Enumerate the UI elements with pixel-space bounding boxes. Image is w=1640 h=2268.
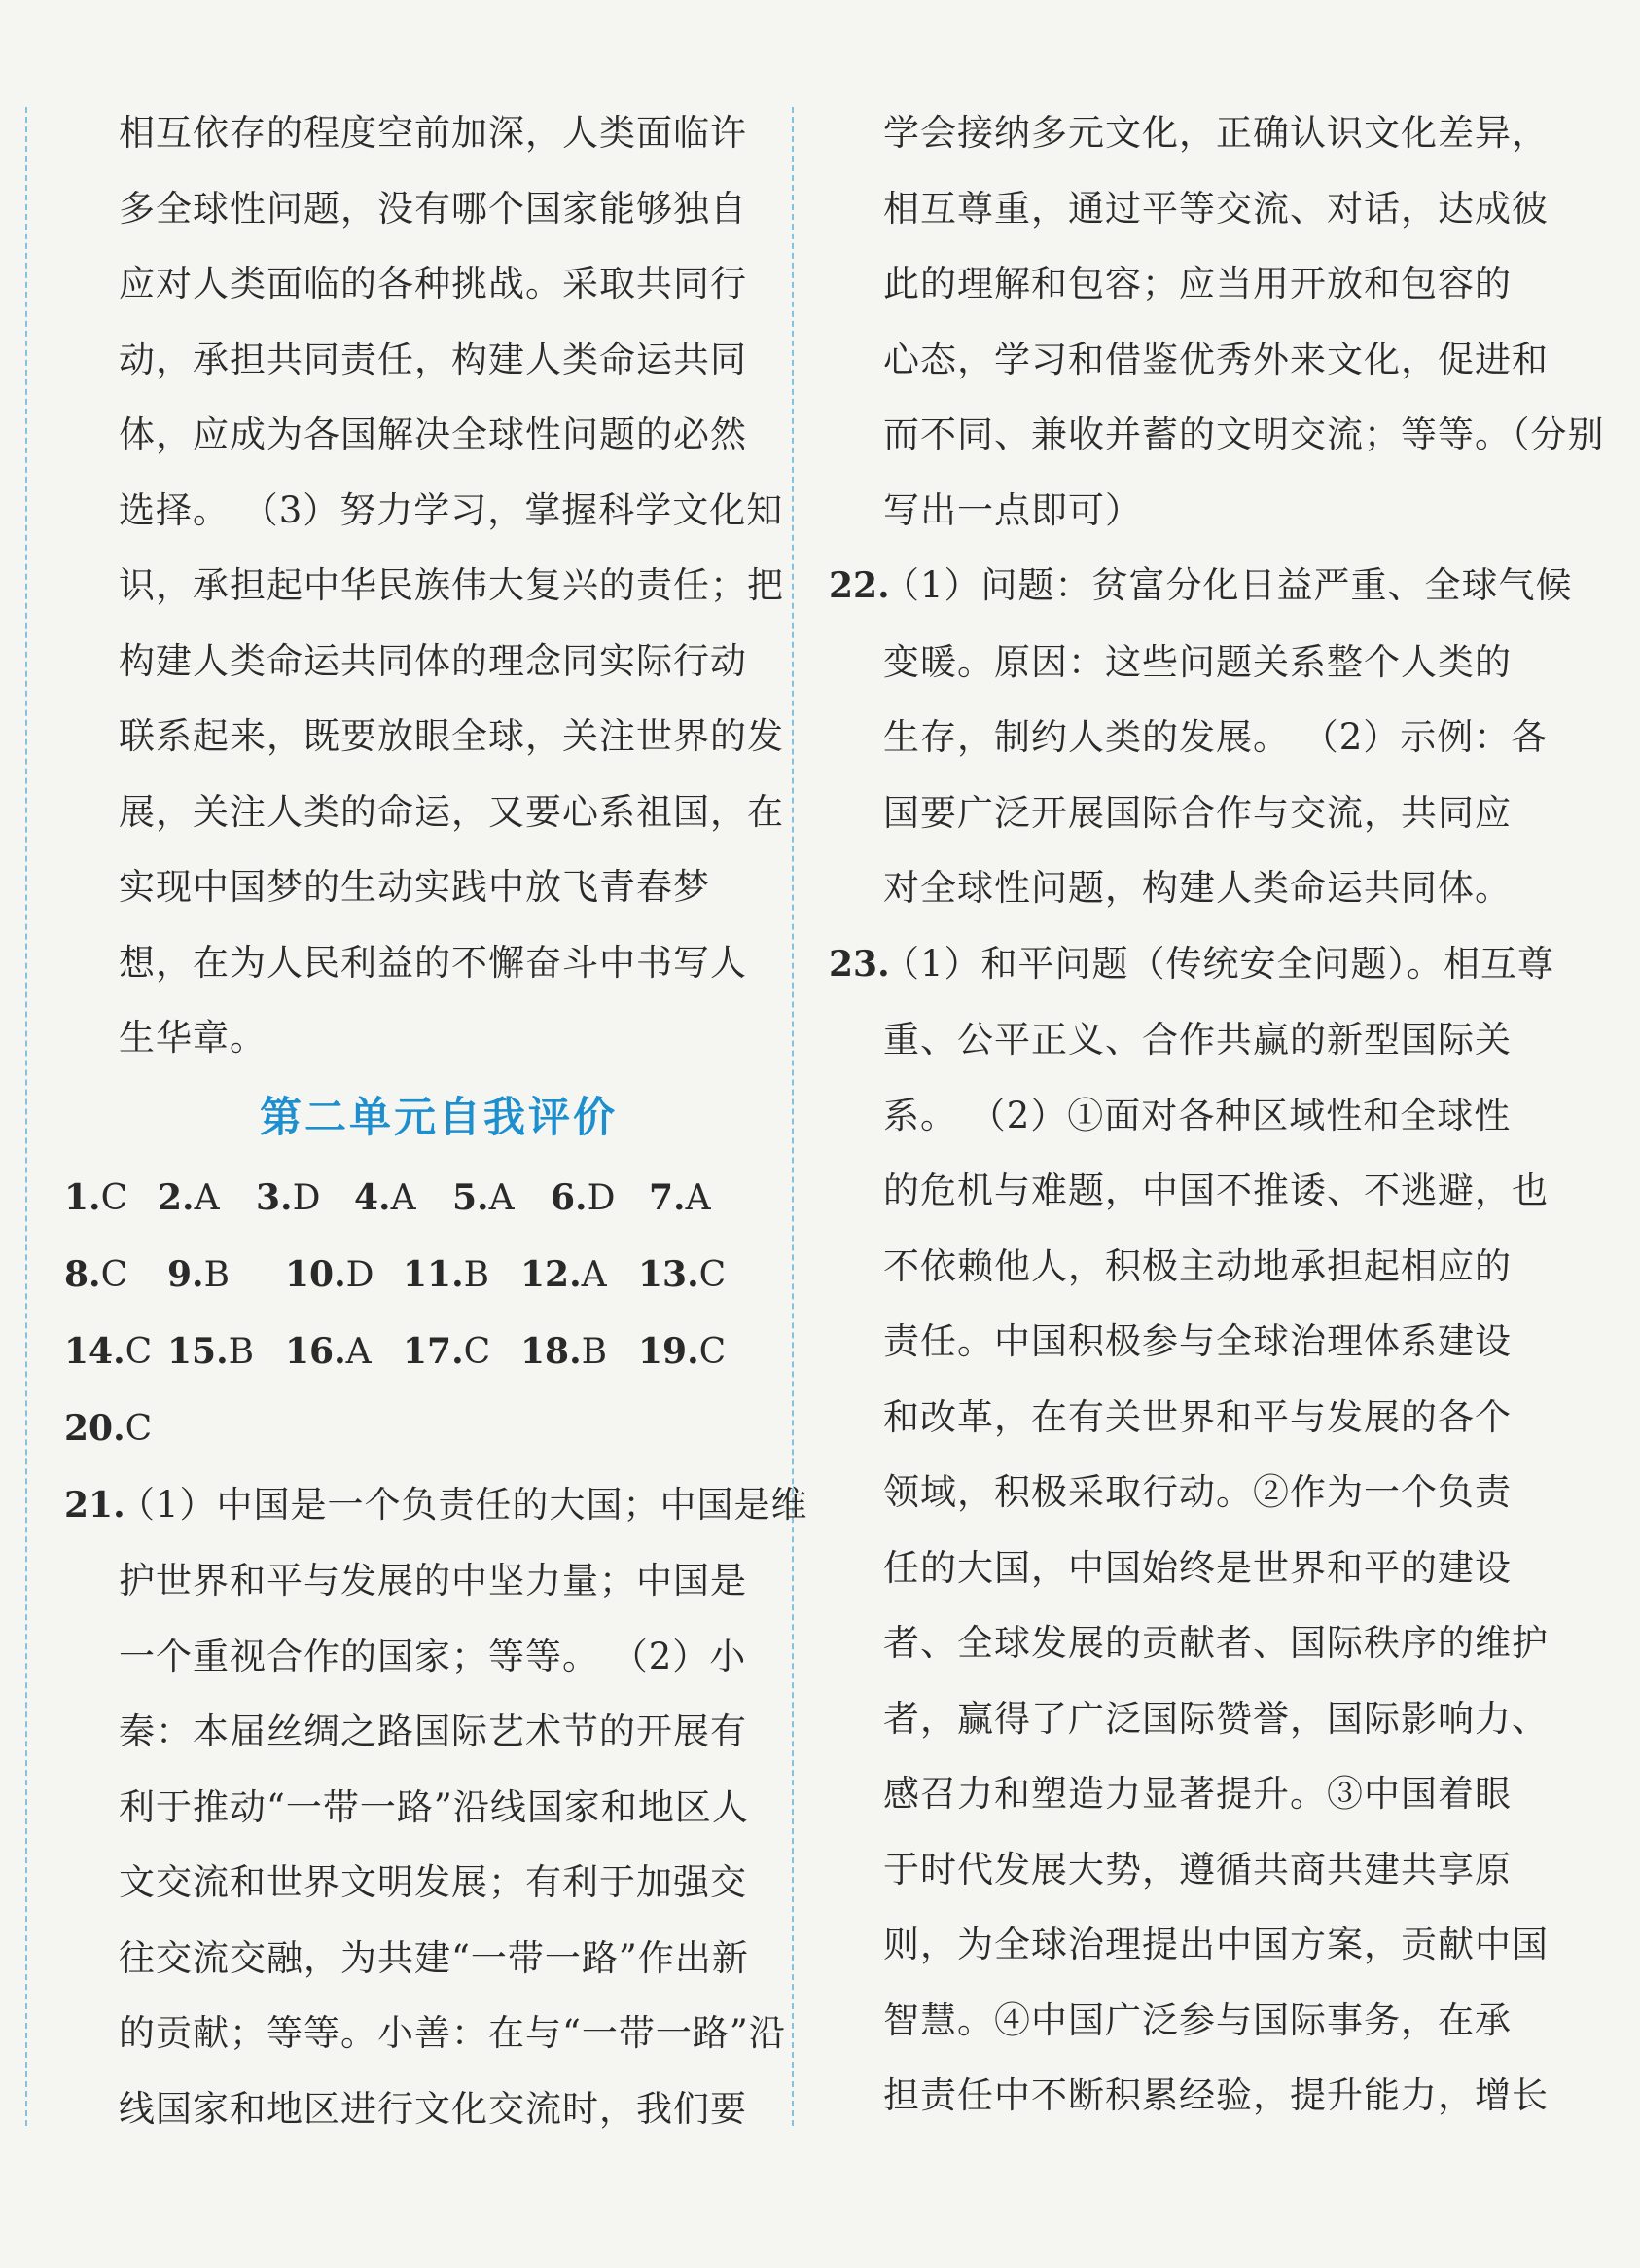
answer-letter: D [345,1254,374,1295]
answer-line: 往交流交融，为共建“一带一路”作出新 [119,1936,749,1979]
choice-answer [649,1160,747,1237]
answer-line: 构建人类命运共同体的理念同实际行动 [119,639,747,682]
answer-line: 一个重视合作的国家；等等。 （2）小 [119,1635,747,1677]
question-number: 21. [64,1484,125,1526]
answer-line: 联系起来，既要放眼全球，关注世界的发 [119,715,784,757]
choice-answer [551,1160,649,1237]
section-title: 第二单元自我评价 [260,1093,618,1142]
question-number: 13. [638,1253,699,1295]
question-number: 19. [638,1330,699,1372]
answer-line: 感召力和塑造力显著提升。③中国着眼 [883,1773,1512,1815]
choice-answer [64,1160,158,1237]
answer-line: 相互依存的程度空前加深，人类面临许 [119,112,747,154]
answer-line: 应对人类面临的各种挑战。采取共同行 [119,263,747,305]
answer-line: 想，在为人民利益的不懈奋斗中书写人 [119,941,747,984]
answer-line: 生存，制约人类的发展。 （2）示例：各 [883,716,1549,758]
choice-answer [158,1160,256,1237]
answer-line: 责任。中国积极参与全球治理体系建设 [883,1320,1512,1362]
answer-letter: B [203,1254,231,1295]
question-number: 17. [403,1330,464,1372]
answer-row [64,1237,774,1314]
answer-line: 识，承担起中华民族伟大复兴的责任；把 [119,564,784,606]
continued-answer [829,95,1605,548]
answer-line: 写出一点即可） [883,488,1142,531]
answer-letter: A [488,1177,515,1218]
answer-line: 领域，积极采取行动。②作为一个负责 [883,1471,1512,1513]
answer-line: 相互尊重，通过平等交流、对话，达成彼 [883,187,1549,230]
answer-letter: B [463,1254,490,1295]
choice-answer [256,1160,354,1237]
question-number: 20. [64,1407,125,1449]
answer-line: 生华章。 [119,1017,267,1059]
answer-line: 护世界和平与发展的中坚力量；中国是 [119,1560,747,1602]
choice-answer [403,1237,520,1314]
answer-line: （1）中国是一个负责任的大国；中国是维 [119,1483,808,1526]
answer-letter: C [125,1408,153,1449]
answer-line: 秦：本届丝绸之路国际艺术节的开展有 [119,1710,747,1752]
answer-line: 体，应成为各国解决全球性问题的必然 [119,414,747,455]
choice-answer [64,1390,152,1467]
left-margin-rule [25,107,27,2126]
question-22-answer [829,548,1573,926]
question-number: 14. [64,1330,125,1372]
answer-letter: C [463,1331,491,1372]
answer-letter: A [194,1177,220,1218]
question-number: 15. [167,1330,229,1372]
question-number: 12. [520,1253,582,1295]
answer-letter: D [292,1177,321,1218]
answer-letter: C [698,1331,727,1372]
answer-line: 对全球性问题，构建人类命运共同体。 [883,867,1512,909]
choice-answer [520,1314,638,1390]
answer-line: 国要广泛开展国际合作与交流，共同应 [883,791,1512,834]
answer-line: 不依赖他人，积极主动地承担起相应的 [883,1244,1512,1287]
answer-line: 多全球性问题，没有哪个国家能够独自 [119,187,747,230]
choice-answer [64,1237,167,1314]
choice-answer [520,1237,638,1314]
question-number: 1. [64,1176,101,1218]
answer-line: 任的大国，中国始终是世界和平的建设 [883,1546,1512,1589]
answer-line: 线国家和地区进行文化交流时，我们要 [119,2087,747,2130]
answer-line: 则，为全球治理提出中国方案，贡献中国 [883,1924,1549,1965]
choice-answer [167,1237,285,1314]
answer-line: 于时代发展大势，遵循共商共建共享原 [883,1848,1512,1890]
answer-letter: A [345,1331,372,1372]
left-column [64,95,808,2146]
answer-line: 者、全球发展的贡献者、国际秩序的维护 [883,1622,1549,1664]
answer-line: 系。 （2）①面对各种区域性和全球性 [883,1094,1512,1136]
choice-answer [285,1314,403,1390]
question-number: 16. [285,1330,346,1372]
choice-answer [167,1314,285,1390]
question-21-answer [64,1467,808,2147]
answer-line: 的贡献；等等。小善：在与“一带一路”沿 [119,2012,786,2054]
answer-line: 选择。 （3）努力学习，掌握科学文化知 [119,488,784,531]
choice-answer [285,1237,403,1314]
answer-letter: A [581,1254,607,1295]
answer-line: 利于推动“一带一路”沿线国家和地区人 [119,1785,749,1828]
question-23-answer [829,926,1555,2134]
question-number: 23. [829,943,890,985]
choice-answer [354,1160,452,1237]
question-number: 8. [64,1253,101,1295]
question-number: 4. [354,1176,391,1218]
continued-answer [64,95,784,1076]
answer-line: 而不同、兼收并蓄的文明交流；等等。（分别 [883,414,1605,455]
multiple-choice-answers [64,1160,774,1467]
answer-row [64,1160,774,1237]
question-number: 2. [158,1176,195,1218]
answer-row [64,1314,774,1390]
answer-line: （1）问题：贫富分化日益严重、全球气候 [883,564,1573,606]
question-number: 9. [167,1253,204,1295]
answer-letter: A [390,1177,416,1218]
choice-answer [403,1314,520,1390]
question-number: 10. [285,1253,346,1295]
answer-line: 者，赢得了广泛国际赞誉，国际影响力、 [883,1697,1549,1740]
answer-letter: D [587,1177,616,1218]
answer-line: 展，关注人类的命运，又要心系祖国，在 [119,790,784,833]
answer-line: 学会接纳多元文化，正确认识文化差异， [883,112,1549,154]
answer-letter: B [581,1331,608,1372]
question-number: 7. [649,1176,686,1218]
answer-letter: A [685,1177,711,1218]
answer-line: 重、公平正义、合作共赢的新型国际关 [883,1019,1512,1061]
answer-letter: C [100,1254,128,1295]
column-divider [792,107,794,2126]
choice-answer [638,1314,756,1390]
choice-answer [638,1237,756,1314]
question-number: 5. [452,1176,489,1218]
answer-letter: C [698,1254,727,1295]
answer-line: 实现中国梦的生动实践中放飞青春梦 [119,866,710,908]
choice-answer [452,1160,551,1237]
answer-letter: B [228,1331,255,1372]
answer-line: 此的理解和包容；应当用开放和包容的 [883,263,1512,305]
answer-line: 和改革，在有关世界和平与发展的各个 [883,1395,1512,1438]
answer-line: 文交流和世界文明发展；有利于加强交 [119,1861,747,1903]
answer-line: 的危机与难题，中国不推诿、不逃避，也 [883,1170,1549,1211]
answer-letter: C [100,1177,128,1218]
question-number: 18. [520,1330,582,1372]
question-number: 6. [551,1176,588,1218]
question-number: 3. [256,1176,293,1218]
choice-answer [64,1314,167,1390]
question-number: 11. [403,1253,464,1295]
right-column [829,95,1605,2134]
answer-row [64,1390,774,1467]
answer-letter: C [125,1331,153,1372]
answer-line: 心态，学习和借鉴优秀外来文化，促进和 [883,338,1549,380]
answer-line: 智慧。④中国广泛参与国际事务，在承 [883,1998,1512,2041]
answer-line: （1）和平问题（传统安全问题）。相互尊 [883,942,1555,985]
answer-line: 变暖。原因：这些问题关系整个人类的 [883,640,1512,683]
answer-line: 动，承担共同责任，构建人类命运共同 [119,338,747,380]
question-number: 22. [829,565,890,606]
answer-line: 担责任中不断积累经验，提升能力，增长 [883,2074,1549,2116]
